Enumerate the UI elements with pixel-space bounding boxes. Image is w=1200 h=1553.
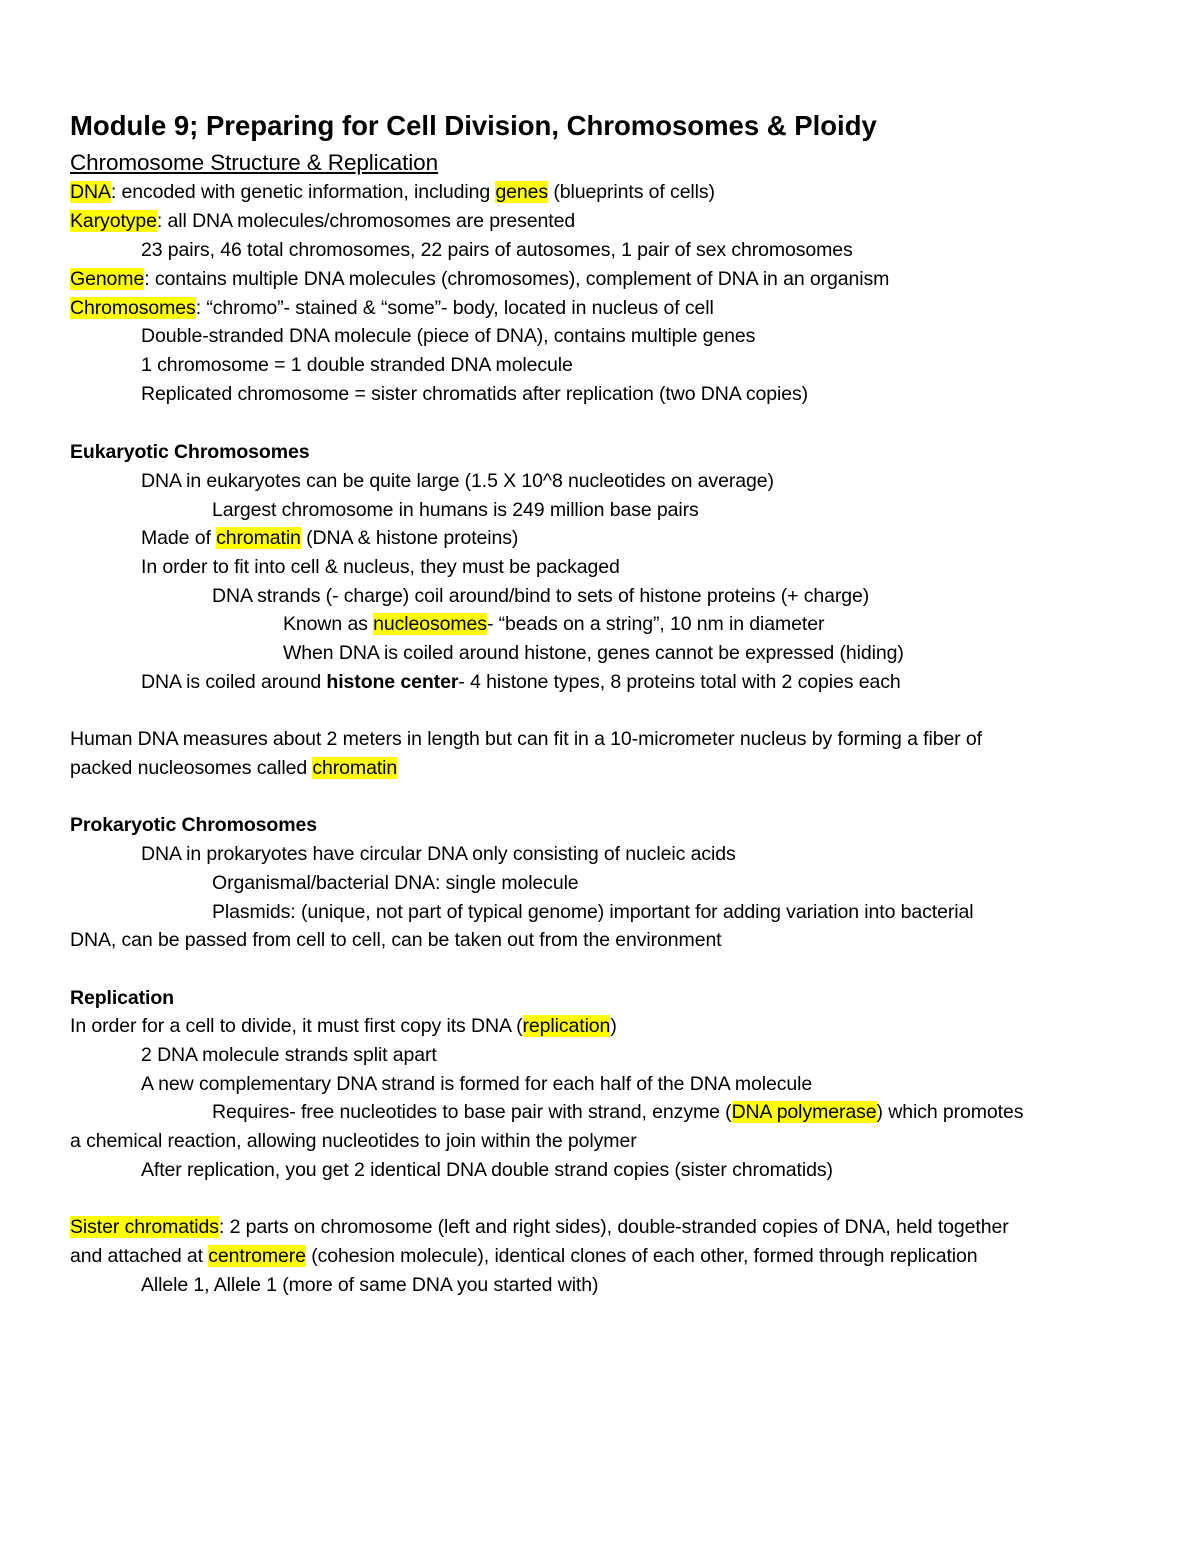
line-plasmids: Plasmids: (unique, not part of typical genome) important for adding variation into bacterial: [212, 901, 974, 923]
line-eukaryotes-large: DNA in eukaryotes can be quite large (1.5 X 10^8 nucleotides on average): [141, 470, 774, 492]
term-genes: genes: [495, 181, 549, 203]
line-largest-chromosome: Largest chromosome in humans is 249 million base pairs: [212, 499, 699, 521]
line-karyotype-definition: [70, 208, 575, 234]
text: and attached at: [70, 1245, 209, 1267]
text: - “beads on a string”, 10 nm in diameter: [486, 613, 825, 635]
text: : contains multiple DNA molecules (chromosomes), complement of DNA in an organism: [144, 268, 890, 290]
line-organismal: Organismal/bacterial DNA: single molecule: [212, 872, 579, 894]
line-prokaryotes-circular: DNA in prokaryotes have circular DNA only consisting of nucleic acids: [141, 843, 736, 865]
section-heading-chromosome-structure: Chromosome Structure & Replication: [70, 150, 439, 175]
text: : “chromo”- stained & “some”- body, located in nucleus of cell: [195, 297, 714, 319]
line-allele: Allele 1, Allele 1 (more of same DNA you started with): [141, 1274, 599, 1296]
line-packaged: In order to fit into cell & nucleus, they must be packaged: [141, 556, 620, 578]
term-nucleosomes: nucleosomes: [373, 613, 487, 635]
text: Made of: [141, 527, 217, 549]
line-genome-definition: [70, 266, 889, 292]
line-dna-strands: DNA strands (- charge) coil around/bind to sets of histone proteins (+ charge): [212, 585, 870, 607]
page-title: Module 9; Preparing for Cell Division, Chromosomes & Ploidy: [70, 110, 877, 141]
line-order-to-divide: [70, 1013, 617, 1039]
line-nucleosomes: [283, 611, 824, 637]
line-sister-chromatids: [70, 1214, 1009, 1240]
term-dna: DNA: [70, 181, 111, 203]
line-dna-definition: [70, 179, 715, 205]
line-requires: [212, 1099, 1023, 1125]
line-after-replication: After replication, you get 2 identical DNA double strand copies (sister chromatids): [141, 1159, 833, 1181]
text: (DNA & histone proteins): [300, 527, 519, 549]
line-split-apart: 2 DNA molecule strands split apart: [141, 1044, 437, 1066]
line-chromosomes-definition: [70, 295, 714, 321]
line-double-stranded: Double-stranded DNA molecule (piece of DNA), contains multiple genes: [141, 325, 756, 347]
text: ): [610, 1015, 617, 1037]
line-new-strand: A new complementary DNA strand is formed for each half of the DNA molecule: [141, 1073, 813, 1095]
text: packed nucleosomes called: [70, 757, 313, 779]
text: DNA is coiled around: [141, 671, 327, 693]
line-human-dna-cont: [70, 755, 397, 781]
term-sister-chromatids: Sister chromatids: [70, 1216, 219, 1238]
term-karyotype: Karyotype: [70, 210, 157, 232]
text: Known as: [283, 613, 374, 635]
line-replicated: Replicated chromosome = sister chromatids after replication (two DNA copies): [141, 383, 809, 405]
term-chromatin-2: chromatin: [312, 757, 398, 779]
term-dna-polymerase: DNA polymerase: [731, 1101, 877, 1123]
term-genome: Genome: [70, 268, 145, 290]
term-chromatin: chromatin: [216, 527, 301, 549]
term-chromosomes: Chromosomes: [70, 297, 196, 319]
line-requires-cont: a chemical reaction, allowing nucleotides to join within the polymer: [70, 1130, 637, 1152]
text: : encoded with genetic information, including: [110, 181, 496, 203]
text: (blueprints of cells): [548, 181, 715, 203]
text: : all DNA molecules/chromosomes are presented: [156, 210, 576, 232]
text: : 2 parts on chromosome (left and right sides), double-stranded copies of DNA, held together: [218, 1216, 1009, 1238]
line-plasmids-cont: DNA, can be passed from cell to cell, can be taken out from the environment: [70, 929, 722, 951]
text: ) which promotes: [876, 1101, 1024, 1123]
text: Requires- free nucleotides to base pair with strand, enzyme (: [212, 1101, 732, 1123]
line-hiding: When DNA is coiled around histone, genes cannot be expressed (hiding): [283, 642, 904, 664]
term-replication: replication: [522, 1015, 611, 1037]
line-one-chromosome: 1 chromosome = 1 double stranded DNA molecule: [141, 354, 573, 376]
text: (cohesion molecule), identical clones of each other, formed through replication: [305, 1245, 978, 1267]
text: - 4 histone types, 8 proteins total with 2 copies each: [458, 671, 901, 693]
line-human-dna: Human DNA measures about 2 meters in length but can fit in a 10-micrometer nucleus by forming a fiber of: [70, 728, 982, 750]
line-centromere: [70, 1243, 978, 1269]
section-heading-eukaryotic: Eukaryotic Chromosomes: [70, 441, 310, 463]
text: In order for a cell to divide, it must first copy its DNA (: [70, 1015, 523, 1037]
line-pairs: 23 pairs, 46 total chromosomes, 22 pairs of autosomes, 1 pair of sex chromosomes: [141, 239, 853, 261]
term-histone-center: histone center: [326, 671, 459, 693]
section-heading-prokaryotic: Prokaryotic Chromosomes: [70, 814, 317, 836]
line-histone-center: [141, 669, 901, 695]
section-heading-replication: Replication: [70, 987, 174, 1009]
term-centromere: centromere: [208, 1245, 306, 1267]
line-made-of-chromatin: [141, 525, 518, 551]
